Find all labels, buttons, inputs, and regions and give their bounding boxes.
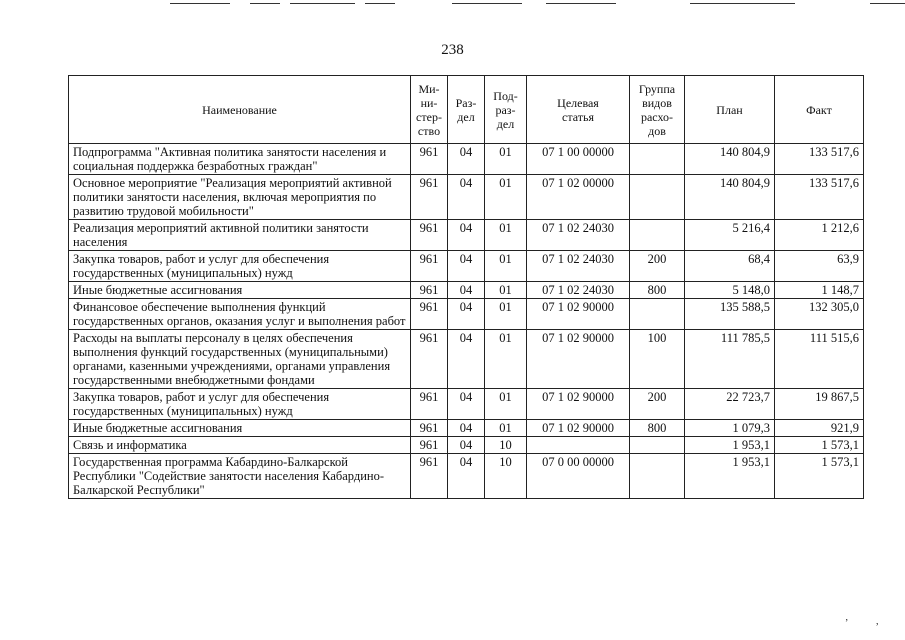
cell-expense-group: 800 [630, 420, 685, 437]
cell-section: 04 [448, 220, 485, 251]
table-row [69, 330, 864, 389]
header-fact: Факт [775, 76, 864, 144]
cell-section: 04 [448, 420, 485, 437]
cell-name: Финансовое обеспечение выполнения функций государственных органов, оказания услуг и выполнения работ [69, 299, 411, 330]
cell-subsection: 01 [485, 175, 527, 220]
cell-plan: 140 804,9 [685, 144, 775, 175]
cell-section: 04 [448, 299, 485, 330]
table-row [69, 437, 864, 454]
cell-section: 04 [448, 389, 485, 420]
cell-plan: 68,4 [685, 251, 775, 282]
cell-name: Связь и информатика [69, 437, 411, 454]
cell-ministry: 961 [411, 220, 448, 251]
cell-plan: 5 148,0 [685, 282, 775, 299]
cell-fact: 1 212,6 [775, 220, 864, 251]
cell-section: 04 [448, 251, 485, 282]
cell-target: 07 1 02 90000 [527, 389, 630, 420]
cell-subsection: 01 [485, 144, 527, 175]
cell-subsection: 01 [485, 220, 527, 251]
scan-artifact-line [170, 3, 230, 4]
table-row [69, 299, 864, 330]
cell-name: Закупка товаров, работ и услуг для обеспечения государственных (муниципальных) нужд [69, 251, 411, 282]
cell-fact: 63,9 [775, 251, 864, 282]
header-section: Раз- дел [448, 76, 485, 144]
cell-plan: 1 953,1 [685, 454, 775, 499]
cell-fact: 1 573,1 [775, 437, 864, 454]
table-row [69, 389, 864, 420]
cell-subsection: 01 [485, 389, 527, 420]
table-row [69, 144, 864, 175]
cell-expense-group [630, 299, 685, 330]
cell-subsection: 10 [485, 454, 527, 499]
cell-subsection: 01 [485, 299, 527, 330]
header-target: Целевая статья [527, 76, 630, 144]
cell-name: Иные бюджетные ассигнования [69, 420, 411, 437]
cell-plan: 1 953,1 [685, 437, 775, 454]
cell-ministry: 961 [411, 144, 448, 175]
header-subsection: Под- раз- дел [485, 76, 527, 144]
table-row [69, 454, 864, 499]
cell-fact: 133 517,6 [775, 175, 864, 220]
cell-section: 04 [448, 144, 485, 175]
scan-artifact-line [870, 3, 905, 4]
cell-fact: 1 148,7 [775, 282, 864, 299]
scan-artifact-line [546, 3, 616, 4]
cell-target: 07 1 02 24030 [527, 282, 630, 299]
cell-name: Расходы на выплаты персоналу в целях обеспечения выполнения функций государственных (муниципальными) органами, казенными учреждениями, органами управления государственными внебюджетными фондами [69, 330, 411, 389]
cell-name: Реализация мероприятий активной политики занятости населения [69, 220, 411, 251]
cell-target: 07 1 02 24030 [527, 220, 630, 251]
cell-plan: 1 079,3 [685, 420, 775, 437]
table-row [69, 420, 864, 437]
cell-subsection: 01 [485, 420, 527, 437]
cell-section: 04 [448, 437, 485, 454]
table-row [69, 220, 864, 251]
cell-target: 07 1 02 90000 [527, 420, 630, 437]
cell-expense-group [630, 144, 685, 175]
table-row [69, 251, 864, 282]
header-plan: План [685, 76, 775, 144]
cell-plan: 135 588,5 [685, 299, 775, 330]
cell-name: Подпрограмма "Активная политика занятости населения и социальная поддержка безработных граждан" [69, 144, 411, 175]
cell-ministry: 961 [411, 420, 448, 437]
cell-target: 07 1 00 00000 [527, 144, 630, 175]
cell-section: 04 [448, 282, 485, 299]
cell-target [527, 437, 630, 454]
header-name: Наименование [69, 76, 411, 144]
cell-plan: 140 804,9 [685, 175, 775, 220]
cell-ministry: 961 [411, 330, 448, 389]
cell-expense-group [630, 454, 685, 499]
cell-fact: 133 517,6 [775, 144, 864, 175]
cell-ministry: 961 [411, 282, 448, 299]
cell-expense-group: 200 [630, 389, 685, 420]
cell-subsection: 01 [485, 330, 527, 389]
scan-artifact-line [290, 3, 355, 4]
cell-plan: 22 723,7 [685, 389, 775, 420]
budget-table [68, 75, 864, 499]
cell-fact: 921,9 [775, 420, 864, 437]
cell-ministry: 961 [411, 299, 448, 330]
cell-subsection: 01 [485, 251, 527, 282]
cell-name: Основное мероприятие "Реализация мероприятий активной политики занятости населения, включая мероприятия по развитию трудовой мобильности" [69, 175, 411, 220]
scan-artifact-line [250, 3, 280, 4]
table-header-row [69, 76, 864, 144]
scan-artifact-line [365, 3, 395, 4]
cell-name: Закупка товаров, работ и услуг для обеспечения государственных (муниципальных) нужд [69, 389, 411, 420]
cell-section: 04 [448, 175, 485, 220]
cell-target: 07 1 02 90000 [527, 330, 630, 389]
header-expense-group: Группа видов расхо- дов [630, 76, 685, 144]
table-row [69, 175, 864, 220]
cell-ministry: 961 [411, 454, 448, 499]
cell-expense-group: 100 [630, 330, 685, 389]
cell-section: 04 [448, 330, 485, 389]
cell-expense-group [630, 220, 685, 251]
cell-expense-group [630, 437, 685, 454]
page-number: 238 [441, 42, 464, 58]
cell-name: Иные бюджетные ассигнования [69, 282, 411, 299]
cell-target: 07 1 02 90000 [527, 299, 630, 330]
cell-ministry: 961 [411, 389, 448, 420]
cell-fact: 111 515,6 [775, 330, 864, 389]
cell-fact: 132 305,0 [775, 299, 864, 330]
cell-target: 07 1 02 24030 [527, 251, 630, 282]
cell-ministry: 961 [411, 175, 448, 220]
scan-speck: ‚ [845, 612, 849, 623]
scan-artifact-line [690, 3, 795, 4]
cell-name: Государственная программа Кабардино-Балкарской Республики "Содействие занятости населения Кабардино-Балкарской Республики" [69, 454, 411, 499]
cell-plan: 111 785,5 [685, 330, 775, 389]
cell-plan: 5 216,4 [685, 220, 775, 251]
cell-section: 04 [448, 454, 485, 499]
cell-ministry: 961 [411, 437, 448, 454]
cell-subsection: 01 [485, 282, 527, 299]
scan-speck: , [876, 616, 879, 627]
header-ministry: Ми- ни- стер- ство [411, 76, 448, 144]
cell-target: 07 0 00 00000 [527, 454, 630, 499]
cell-target: 07 1 02 00000 [527, 175, 630, 220]
cell-expense-group [630, 175, 685, 220]
cell-expense-group: 800 [630, 282, 685, 299]
cell-fact: 19 867,5 [775, 389, 864, 420]
cell-subsection: 10 [485, 437, 527, 454]
cell-expense-group: 200 [630, 251, 685, 282]
cell-fact: 1 573,1 [775, 454, 864, 499]
table-row [69, 282, 864, 299]
cell-ministry: 961 [411, 251, 448, 282]
scan-artifact-line [452, 3, 522, 4]
